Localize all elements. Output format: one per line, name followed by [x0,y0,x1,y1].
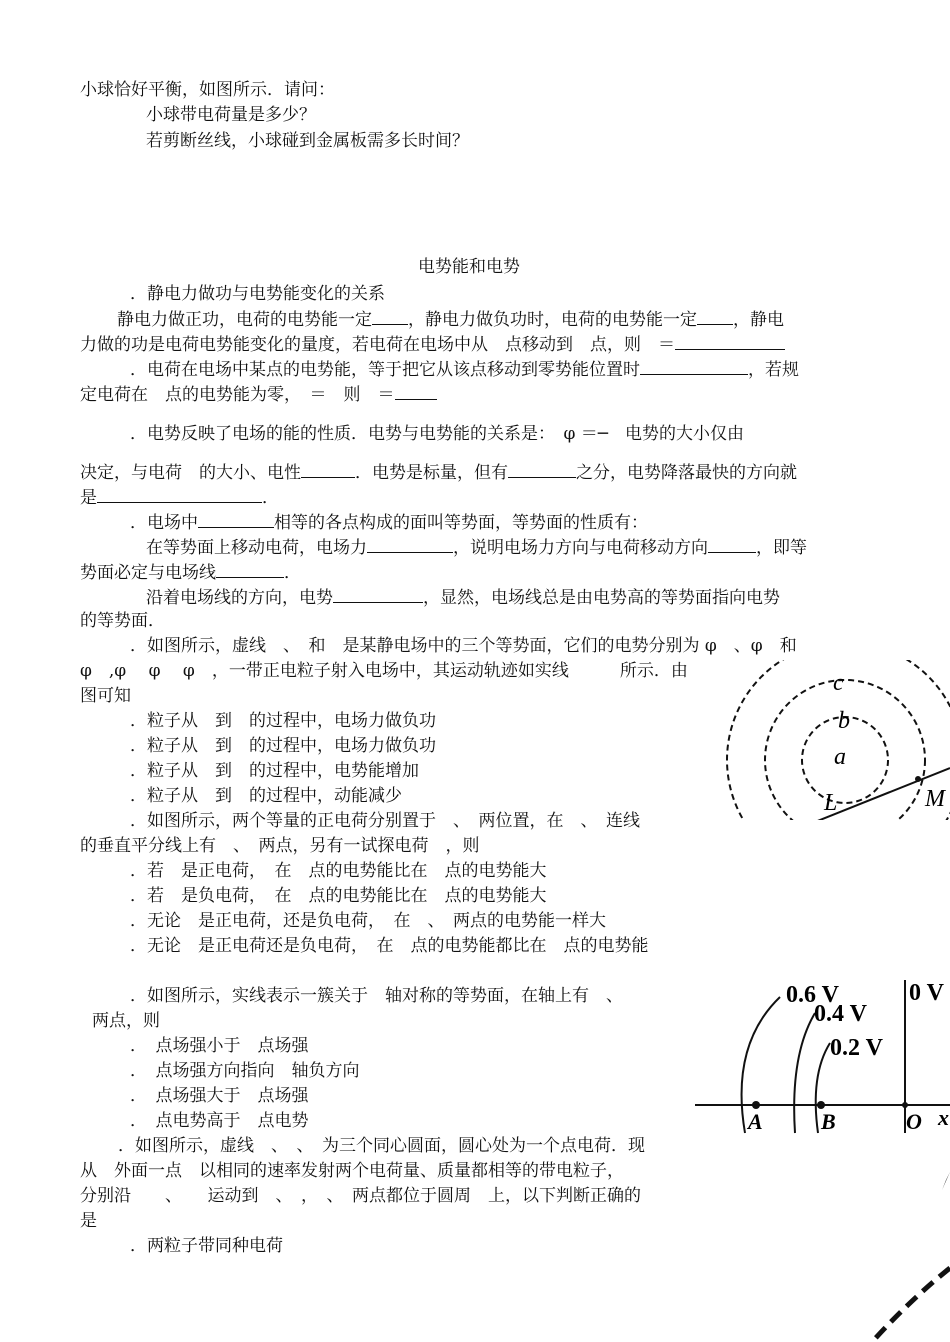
point-a [752,1101,760,1109]
p2-line-2: 决定，与电荷 的大小、电性 ．电势是标量，但有 之分，电势降落最快的方向就 [80,463,797,483]
label-l: L [824,790,838,816]
q1-option-a[interactable]: ．粒子从 到 的过程中，电场力做负功 [130,711,436,731]
blank[interactable] [697,308,733,325]
q1-option-c[interactable]: ．粒子从 到 的过程中，电势能增加 [130,761,419,781]
q3-line-2: 两点，则 [92,1011,160,1031]
blank[interactable] [508,461,576,478]
point-o [902,1102,908,1108]
p3-line-2: 在等势面上移动电荷，电场力 ，说明电场力方向与电荷移动方向 ，即等 [146,538,807,558]
q2-option-c[interactable]: ．无论 是正电荷，还是负电荷， 在 、 两点的电势能一样大 [130,911,606,931]
p1-line-2: 力做的功是电荷电势能变化的量度，若电荷在电场中从 点移动到 点，则 ＝ [80,333,785,355]
q4-line-2: 从 外面一点 以相同的速率发射两个电荷量、质量都相等的带电粒子， [80,1161,624,1181]
p1-line-4: 定电荷在 点的电势能为零， ＝ 则 ＝ [80,383,437,405]
p1-line-1: 静电力做正功，电荷的电势能一定 ，静电力做负功时，电荷的电势能一定 ，静电 [117,310,784,330]
p1-heading: ．静电力做功与电势能变化的关系 [130,284,385,304]
p3-line-5: 的等势面． [80,611,165,631]
q2-option-d[interactable]: ．无论 是正电荷还是负电荷， 在 点的电势能都比在 点的电势能 [130,936,649,956]
label-fragment [942,1172,950,1190]
blank[interactable] [708,536,756,553]
q3-option-d[interactable]: ． 点电势高于 点电势 [130,1111,309,1131]
label-0-4v: 0.4 V [814,1001,867,1027]
intro-question-1: 小球带电荷量是多少？ [146,105,316,125]
q1-line-3: 图可知 [80,686,131,706]
dashed-arc [872,1268,950,1342]
q3-line-1: ．如图所示，实线表示一簇关于 轴对称的等势面，在轴上有 、 [130,986,623,1006]
p2-line-1: ．电势反映了电场的能的性质．电势与电势能的关系是： φ ＝─ 电势的大小仅由 [130,424,745,444]
label-a: A [748,1109,763,1134]
q1-option-b[interactable]: ．粒子从 到 的过程中，电场力做负功 [130,736,436,756]
q2-option-a[interactable]: ．若 是正电荷， 在 点的电势能比在 点的电势能大 [130,861,547,881]
q4-line-4: 是 [80,1211,97,1231]
point-b [817,1101,825,1109]
q4-line-3: 分别沿 、 运动到 、 ， 、 两点都位于圆周 上，以下判断正确的 [80,1186,641,1206]
label-0-2v: 0.2 V [830,1035,883,1061]
q2-line-1: ．如图所示，两个等量的正电荷分别置于 、 两位置，在 、 连线 [130,811,640,831]
q2-option-b[interactable]: ．若 是负电荷， 在 点的电势能比在 点的电势能大 [130,886,547,906]
q2-line-2: 的垂直平分线上有 、 两点，另有一试探电荷 ，则 [80,836,480,856]
intro-question-2: 若剪断丝线，小球碰到金属板需多长时间？ [146,131,469,151]
q3-option-a[interactable]: ． 点场强小于 点场强 [130,1036,309,1056]
blank[interactable] [372,308,408,325]
label-0v: 0 V [909,980,944,1006]
label-0-6v: 0.6 V [786,982,839,1008]
blank[interactable] [367,536,453,553]
blank[interactable] [640,358,748,375]
label-b: B [821,1109,836,1134]
p2-line-3: 是 ． [80,488,279,508]
p1-line-3: ．电荷在电场中某点的电势能，等于把它从该点移动到零势能位置时 ，若规 [130,360,799,380]
equipotential-circles-figure [720,660,950,820]
blank[interactable] [675,333,785,350]
section-title: 电势能和电势 [418,257,520,277]
blank[interactable] [198,511,274,528]
blank[interactable] [333,586,423,603]
blank[interactable] [216,561,284,578]
intro-line-1: 小球恰好平衡，如图所示．请问： [80,80,335,100]
p3-line-1: ．电场中 相等的各点构成的面叫等势面，等势面的性质有： [130,513,648,533]
q1-option-d[interactable]: ．粒子从 到 的过程中，动能减少 [130,786,402,806]
label-a: a [834,744,846,770]
label-b: b [838,708,850,734]
q1-line-1: ．如图所示，虚线 、 和 是某静电场中的三个等势面，它们的电势分别为 φ 、φ 和 [130,636,797,656]
curve-0-4v [794,1013,815,1133]
blank[interactable] [97,486,262,503]
blank[interactable] [395,383,437,400]
q4-line-1: ．如图所示，虚线 、 、 为三个同心圆面，圆心处为一个点电荷．现 [118,1136,645,1156]
blank[interactable] [301,461,355,478]
label-x: x [938,1105,949,1130]
label-m: M [925,786,945,812]
point-m [915,776,921,782]
equipotential-axis-figure [690,975,950,1140]
label-o: O [906,1109,922,1134]
q4-option-a[interactable]: ．两粒子带同种电荷 [130,1236,283,1256]
p3-line-3: 势面必定与电场线 ． [80,563,301,583]
q3-option-c[interactable]: ． 点场强大于 点场强 [130,1086,309,1106]
q1-line-2: φ ,φ φ φ ，一带正电粒子射入电场中，其运动轨迹如实线 所示．由 [80,661,688,681]
q3-option-b[interactable]: ． 点场强方向指向 轴负方向 [130,1061,360,1081]
concentric-circles-figure-fragment [850,1150,950,1342]
p3-line-4: 沿着电场线的方向，电势 ，显然，电场线总是由电势高的等势面指向电势 [146,588,780,608]
label-c: c [833,670,844,696]
